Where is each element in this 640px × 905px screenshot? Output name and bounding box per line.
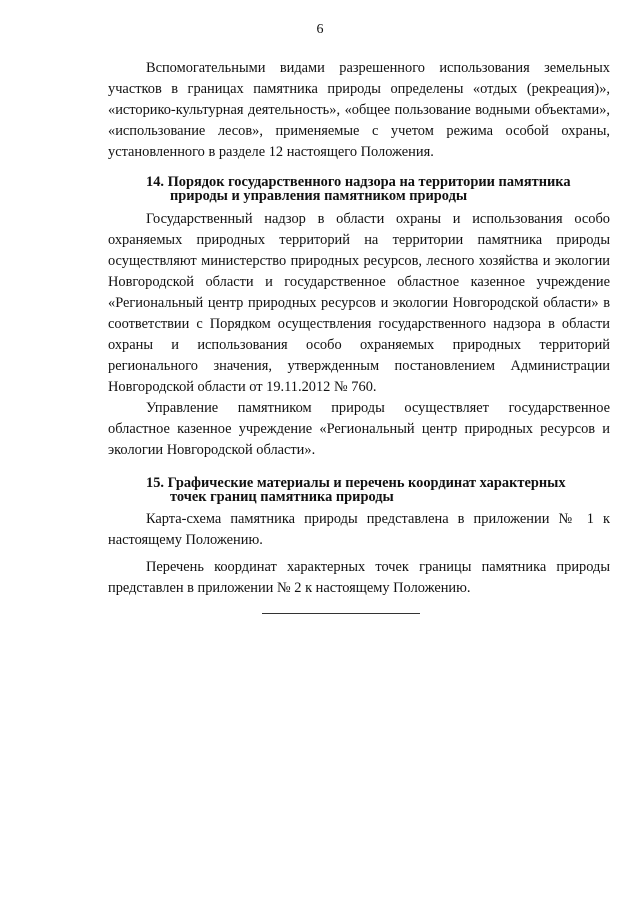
section-15-heading	[108, 476, 610, 504]
end-divider	[262, 613, 420, 614]
section-15-heading-line2: точек границ памятника природы	[170, 489, 394, 505]
section-14-paragraph-1: Государственный надзор в области охраны и использования особо охраняемых природных территорий на территории памятника природы осуществляют министерство природных ресурсов, лесного хозяйства и экологии Новгородской области и государственное областное казенное учреждение «Региональный центр природных ресурсов и экологии Новгородской области» в соответствии с Порядком осуществления государственного надзора в области охраны и использования особо охраняемых природных территорий регионального значения, утвержденным постановлением Администрации Новгородской области от 19.11.2012 № 760.	[108, 211, 610, 395]
page-number: 6	[316, 22, 324, 37]
document-body	[108, 58, 610, 614]
section-15-paragraph-1: Карта-схема памятника природы представлена в приложении № 1 к настоящему Положению.	[108, 511, 610, 548]
section-15-heading-line1: 15. Графические материалы и перечень координат характерных	[146, 475, 566, 491]
intro-paragraph: Вспомогательными видами разрешенного использования земельных участков в границах памятника природы определены «отдых (рекреация)», «историко-культурная деятельность», «общее пользование водными объектами», «использование лесов», применяемые с учетом режима особой охраны, установленного в разделе 12 настоящего Положения.	[108, 60, 610, 160]
section-14-heading	[108, 175, 610, 203]
section-15-paragraph-2: Перечень координат характерных точек границы памятника природы представлен в приложении № 2 к настоящему Положению.	[108, 559, 610, 596]
section-14-heading-line2: природы и управления памятником природы	[170, 188, 468, 204]
section-14-paragraph-2: Управление памятником природы осуществляет государственное областное казенное учреждение «Региональный центр природных ресурсов и экологии Новгородской области».	[108, 400, 610, 458]
section-14-heading-line1: 14. Порядок государственного надзора на территории памятника	[146, 174, 571, 190]
